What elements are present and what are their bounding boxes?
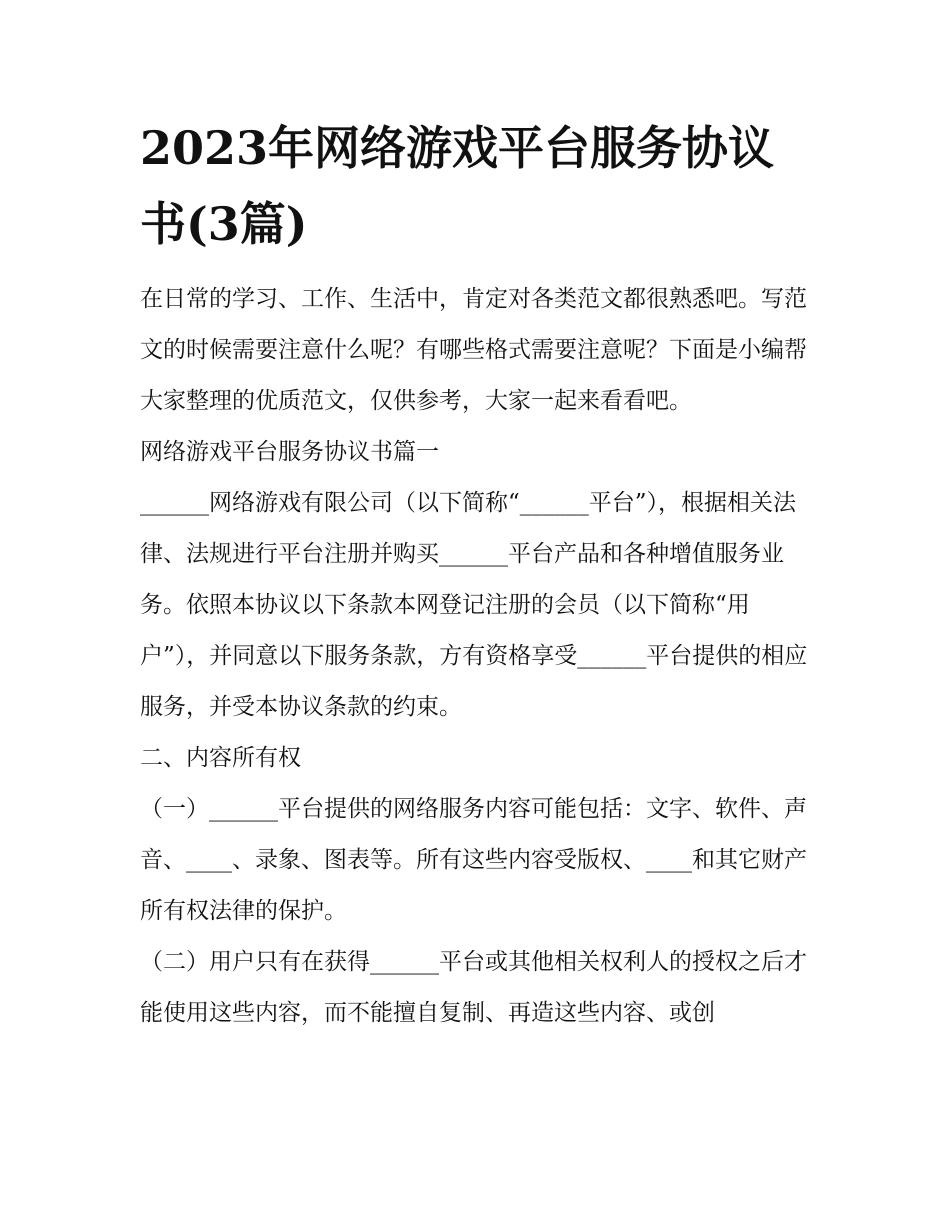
clause-paragraph: （二）用户只有在获得______平台或其他相关权利人的授权之后才能使用这些内容，而不能擅自复制、再造这些内容、或创 bbox=[140, 949, 807, 1026]
intro-paragraph: 在日常的学习、工作、生活中，肯定对各类范文都很熟悉吧。写范文的时候需要注意什么呢？有哪些格式需要注意呢？下面是小编帮大家整理的优质范文，仅供参考，大家一起来看看吧。 bbox=[140, 286, 807, 414]
document-title: 2023年网络游戏平台服务协议书(3篇) bbox=[140, 121, 775, 251]
document-page bbox=[140, 110, 812, 1039]
body-paragraph: ______网络游戏有限公司（以下简称“______平台”），根据相关法律、法规进行平台注册并购买______平台产品和各种增值服务业务。依照本协议以下条款本网登记注册的会员（以下简称“用户”），并同意以下服务条款，方有资格享受______平台提供的相应服务，并受本协议条款的约束。 bbox=[140, 490, 808, 720]
section-heading: 二、内容所有权 bbox=[140, 745, 301, 771]
section-heading: 网络游戏平台服务协议书篇一 bbox=[140, 439, 439, 465]
clause-paragraph: （一）______平台提供的网络服务内容可能包括：文字、软件、声音、____、录象、图表等。所有这些内容受版权、____和其它财产所有权法律的保护。 bbox=[140, 796, 807, 924]
